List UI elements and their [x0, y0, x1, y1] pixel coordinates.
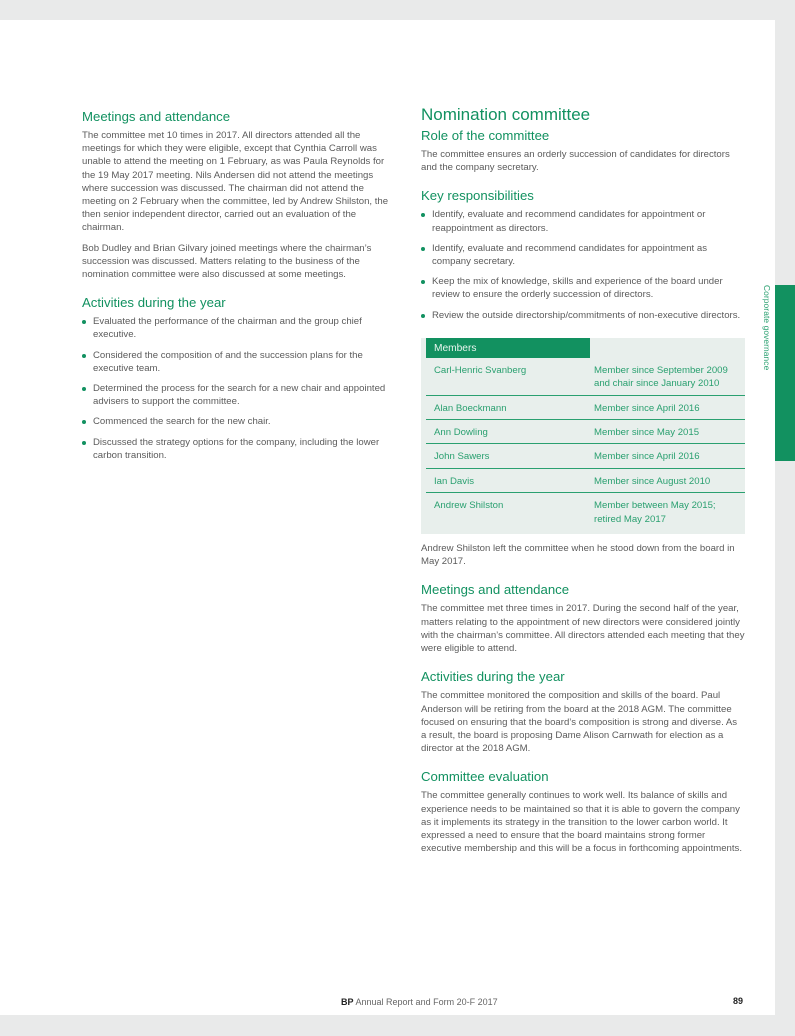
- section-side-tab[interactable]: [775, 285, 795, 461]
- membership-note: Andrew Shilston left the committee when he stood down from the board in May 2017.: [421, 543, 735, 568]
- members-table-header: Members: [426, 338, 590, 358]
- bullet-icon: [82, 320, 86, 324]
- member-name: Alan Boeckmann: [434, 402, 507, 414]
- list-item: Commenced the search for the new chair.: [82, 415, 400, 428]
- member-since: Member between May 2015; retired May 2017: [594, 500, 716, 525]
- list-item: Determined the process for the search for a new chair and appointed advisers to support the committee.: [82, 382, 400, 408]
- evaluation-heading: Committee evaluation: [421, 769, 549, 785]
- members-table: [421, 338, 745, 534]
- role-text: The committee ensures an orderly succession of candidates for directors and the company secretary.: [421, 149, 730, 174]
- member-name: Ian Davis: [434, 475, 474, 487]
- table-row: [426, 469, 745, 493]
- table-row: [426, 493, 745, 530]
- left-column: [82, 108, 400, 469]
- bullet-icon: [82, 441, 86, 445]
- member-since: Member since August 2010: [594, 475, 711, 487]
- document-page: [0, 20, 775, 1015]
- member-since: Member since April 2016: [594, 402, 700, 414]
- page-number: 89: [733, 996, 744, 1006]
- list-item: Identify, evaluate and recommend candidates for appointment as company secretary.: [421, 242, 745, 268]
- nomination-meetings-text: The committee met three times in 2017. During the second half of the year, matters relating to the appointment of new directors were considered jointly with the chairman’s committee. All directors attended each meeting that they were eligible to attend.: [421, 603, 745, 655]
- table-row: [426, 444, 745, 468]
- nomination-activities-heading: Activities during the year: [421, 669, 565, 685]
- member-name: Carl-Henric Svanberg: [434, 364, 527, 376]
- list-item: Identify, evaluate and recommend candidates for appointment or reappointment as directors.: [421, 208, 745, 234]
- responsibilities-heading: Key responsibilities: [421, 188, 534, 204]
- member-name: Ann Dowling: [434, 427, 488, 439]
- bullet-icon: [421, 314, 425, 318]
- bullet-icon: [421, 213, 425, 217]
- member-since: Member since September 2009 and chair since January 2010: [594, 364, 728, 390]
- bullet-icon: [82, 354, 86, 358]
- nomination-meetings-heading: Meetings and attendance: [421, 582, 570, 598]
- nomination-activities-text: The committee monitored the composition and skills of the board. Paul Anderson will be retiring from the board at the 2018 AGM. The committee focused on ensuring that the board’s composition is strong and diverse. As a result, the board is proposing Dame Alison Carnwath for election as a director at the 2018 AGM.: [421, 690, 738, 755]
- activities-list: [82, 315, 400, 462]
- list-item: Considered the composition of and the succession plans for the executive team.: [82, 349, 400, 375]
- meetings-paragraph-1: The committee met 10 times in 2017. All directors attended all the meetings for which they were eligible, except that Cynthia Carroll was unable to attend the meeting on 1 February, as was Paula Reynolds for the 19 May 2017 meeting. Nils Andersen did not attend the meetings where succession was discussed. The chairman did not attend the meeting on 2 February when the committee, led by Andrew Shilston, the then senior independent director, carried out an evaluation of the chairman.: [82, 130, 389, 234]
- bullet-icon: [82, 420, 86, 424]
- table-row: [426, 420, 745, 444]
- responsibilities-list: [421, 208, 745, 321]
- member-name: Andrew Shilston: [434, 500, 504, 512]
- footer-title: [341, 997, 498, 1007]
- bullet-icon: [421, 280, 425, 284]
- role-heading: Role of the committee: [421, 128, 550, 143]
- table-row: [426, 358, 745, 396]
- right-column: [421, 105, 745, 862]
- activities-heading: Activities during the year: [82, 295, 226, 311]
- meetings-paragraph-2: Bob Dudley and Brian Gilvary joined meetings where the chairman’s succession was discussed. Matters relating to the business of the nomination committee were also discussed at some meetings.: [82, 242, 372, 281]
- section-title: Nomination committee: [421, 105, 591, 124]
- member-name: John Sawers: [434, 451, 490, 463]
- evaluation-text: The committee generally continues to work well. Its balance of skills and experience needs to be maintained so that it is able to govern the company as it implements its strategy in the transition to the lower carbon world. It expressed a need to ensure that the board maintains strong former executive membership and this will be a focus in forthcoming appointments.: [421, 790, 743, 855]
- list-item: Keep the mix of knowledge, skills and experience of the board under review to ensure the orderly succession of directors.: [421, 275, 745, 301]
- bullet-icon: [82, 387, 86, 391]
- meetings-heading: Meetings and attendance: [82, 109, 231, 124]
- list-item: Review the outside directorship/commitments of non-executive directors.: [421, 309, 745, 322]
- member-since: Member since April 2016: [594, 451, 700, 463]
- list-item: Evaluated the performance of the chairman and the group chief executive.: [82, 315, 400, 341]
- member-since: Member since May 2015: [594, 427, 700, 439]
- list-item: Discussed the strategy options for the company, including the lower carbon transition.: [82, 436, 400, 462]
- bullet-icon: [421, 247, 425, 251]
- footer-brand: BP: [341, 997, 354, 1007]
- footer-report-title: Annual Report and Form 20-F 2017: [353, 997, 498, 1007]
- section-side-label: Corporate governance: [762, 285, 772, 371]
- table-row: [426, 396, 745, 420]
